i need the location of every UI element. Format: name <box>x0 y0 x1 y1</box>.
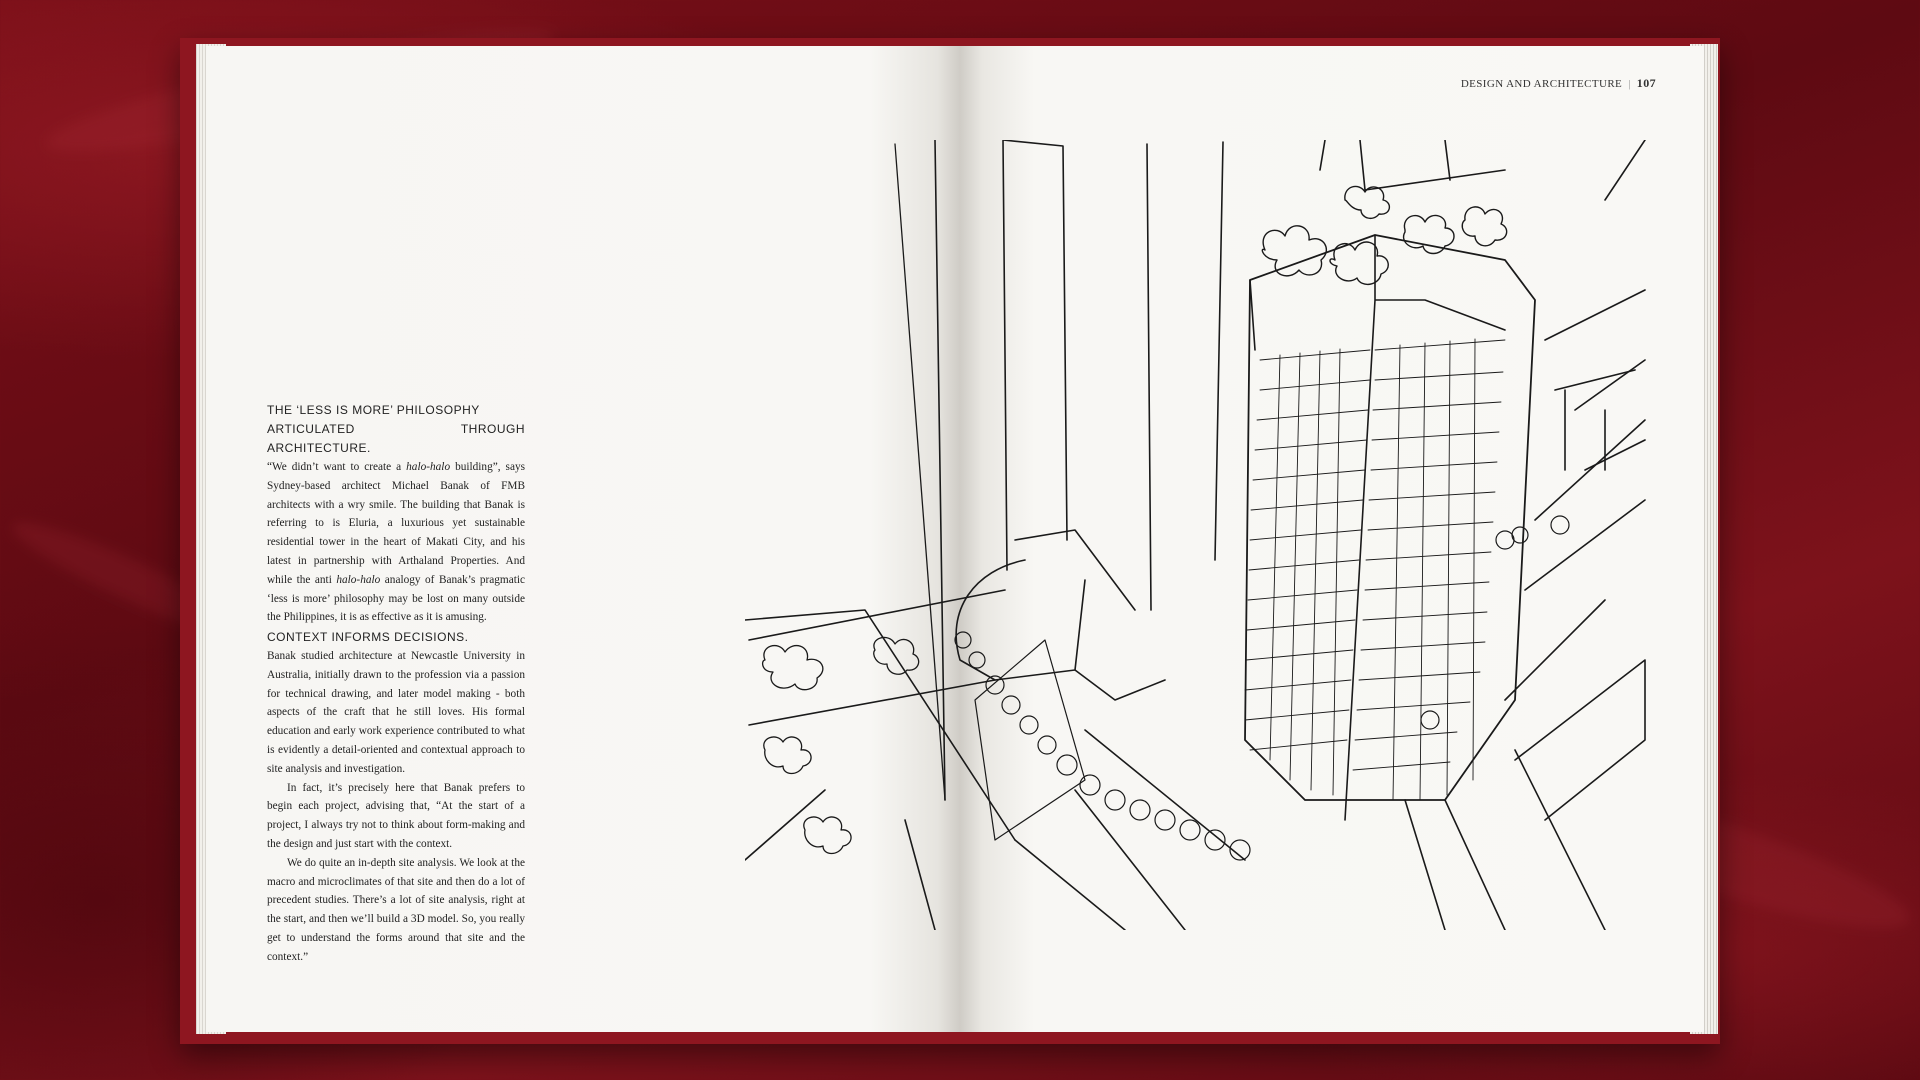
section-heading-1: THE ‘LESS IS MORE’ PHILOSOPHY ARTICULATED THROUGH ARCHITECTURE. <box>267 403 525 455</box>
body-paragraph: Banak studied architecture at Newcastle University in Australia, initially drawn to the profession via a passion for technical drawing, and later model making - both aspects of the craft that he still loves. His formal education and early work experience contributed to what is evidently a detail-oriented and contextual approach to site analysis and investigation. <box>267 650 525 775</box>
article-section-1 <box>267 401 525 627</box>
page-number: 107 <box>1636 76 1656 90</box>
running-header <box>1460 76 1656 91</box>
running-header-title: DESIGN AND ARCHITECTURE <box>1460 78 1623 90</box>
architectural-sketch <box>745 140 1685 930</box>
body-paragraph: In fact, it’s precisely here that Banak prefers to begin each project, advising that, “At the start of a project, I always try not to think about form-making and the design and just start with the context. <box>267 781 525 850</box>
body-paragraph: “We didn’t want to create a halo-halo building”, says Sydney-based architect Michael Banak of FMB architects with a wry smile. The building that Banak is referring to is Eluria, a luxurious yet sustainable residential tower in the heart of Makati City, and his latest in partnership with Arthaland Properties. And while the anti halo-halo analogy of Banak’s pragmatic ‘less is more’ philosophy may be lost on many outside the Philippines, it is as effective as it is amusing. <box>267 461 526 624</box>
header-separator: | <box>1628 78 1631 90</box>
article-section-2 <box>267 628 525 967</box>
section-heading-2: CONTEXT INFORMS DECISIONS. <box>267 630 469 644</box>
body-paragraph: We do quite an in-depth site analysis. We look at the macro and microclimates of that site and then do a lot of precedent studies. There’s a lot of site analysis, right at the start, and then we’ll build a 3D model. So, you really get to understand the forms around that site and the context.” <box>267 856 525 963</box>
